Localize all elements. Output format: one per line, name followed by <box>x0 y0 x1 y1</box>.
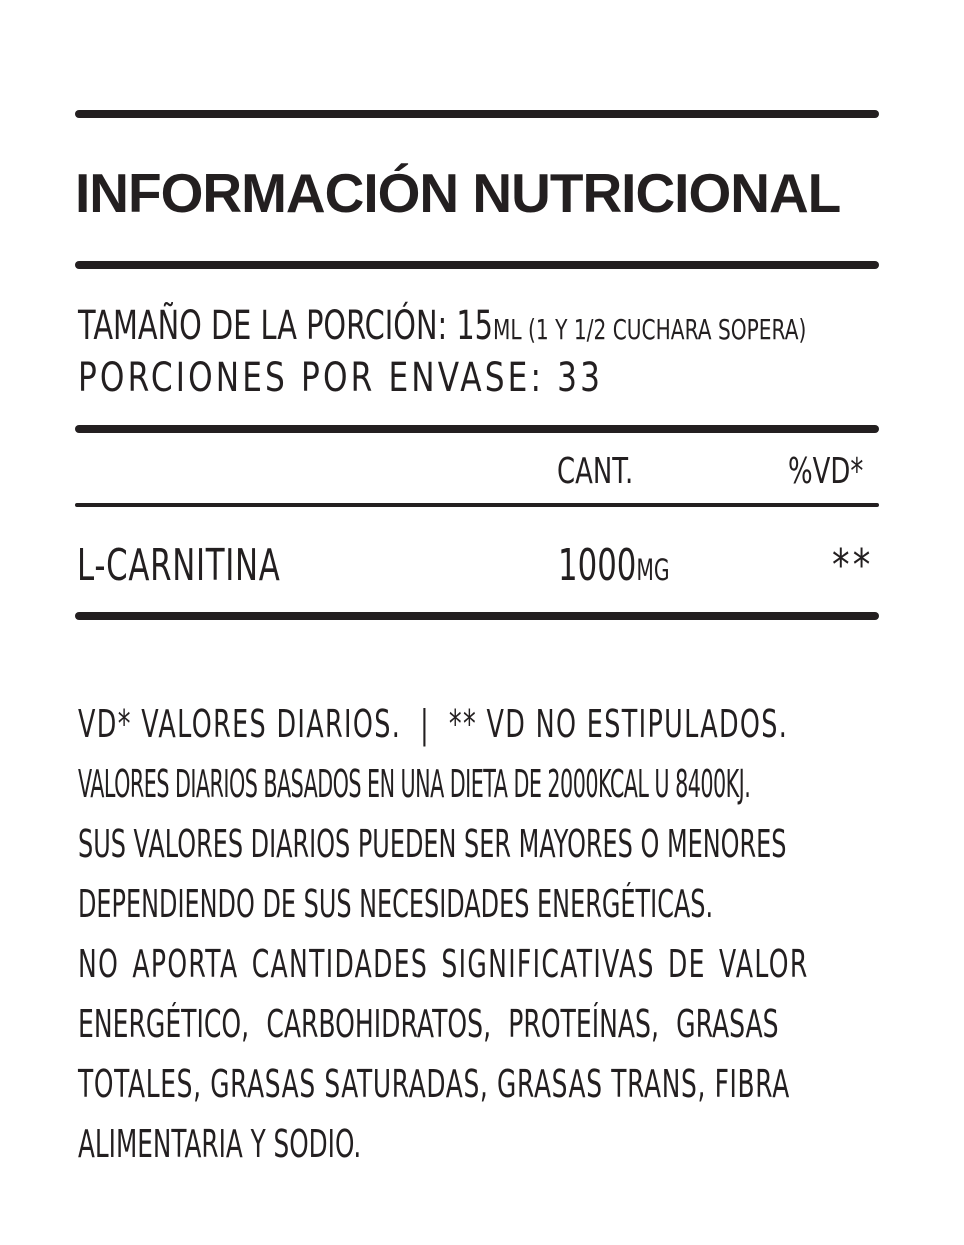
nutrient-amount-value: 1000 <box>558 540 637 591</box>
serving-rule <box>75 425 879 433</box>
label-title: INFORMACIÓN NUTRICIONAL <box>75 162 841 224</box>
nutrient-amount <box>558 540 670 596</box>
footnote-line: ALIMENTARIA Y SODIO. <box>78 1122 362 1166</box>
nutrient-daily-value: ** <box>832 540 874 591</box>
footnote-line: SUS VALORES DIARIOS PUEDEN SER MAYORES O MENORES <box>78 822 787 866</box>
footnote-line: NO APORTA CANTIDADES SIGNIFICATIVAS DE VALOR <box>78 942 809 986</box>
top-rule <box>75 110 879 118</box>
footnote-line: TOTALES, GRASAS SATURADAS, GRASAS TRANS, FIBRA <box>78 1062 790 1106</box>
serving-size-label: TAMAÑO DE LA PORCIÓN: 15 <box>78 303 494 349</box>
daily-value-column-header: %VD* <box>788 451 864 492</box>
serving-size-unit: ML (1 Y 1/2 CUCHARA SOPERA) <box>493 313 807 346</box>
amount-column-header: CANT. <box>557 451 634 492</box>
footnote-line: VD* VALORES DIARIOS. | ** VD NO ESTIPULADOS. <box>78 702 789 746</box>
header-rule <box>75 503 879 507</box>
serving-size <box>78 302 806 354</box>
nutrient-amount-unit: MG <box>636 553 670 587</box>
table-bottom-rule <box>75 612 879 620</box>
footnote-line: ENERGÉTICO, CARBOHIDRATOS, PROTEÍNAS, GRASAS <box>78 1002 779 1046</box>
servings-per-container: PORCIONES POR ENVASE: 33 <box>78 355 604 401</box>
footnote-line: VALORES DIARIOS BASADOS EN UNA DIETA DE 2000KCAL U 8400KJ. <box>78 762 751 806</box>
nutrient-name: L-CARNITINA <box>77 540 281 591</box>
footnote-line: DEPENDIENDO DE SUS NECESIDADES ENERGÉTICAS. <box>78 882 714 926</box>
title-rule <box>75 261 879 269</box>
